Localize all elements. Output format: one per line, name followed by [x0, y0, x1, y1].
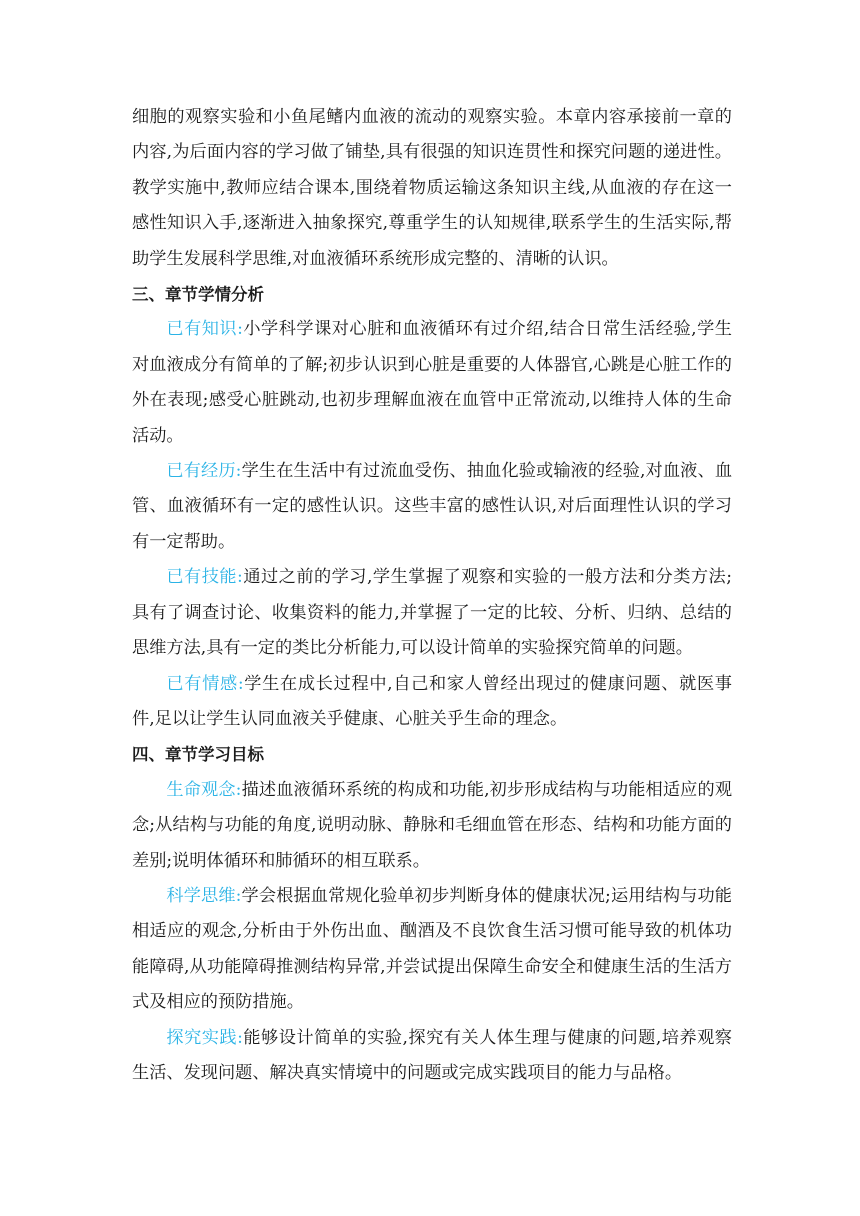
paragraph-label: 已有情感: — [166, 673, 244, 694]
paragraph-existing-knowledge — [132, 312, 732, 454]
paragraph-text: 学生在生活中有过流血受伤、抽血化验或输液的经验,对血液、血管、血液循环有一定的感性认识。这些丰富的感性认识,对后面理性认识的学习有一定帮助。 — [132, 461, 733, 552]
paragraph-scientific-thinking — [132, 879, 732, 1021]
paragraph-label: 科学思维: — [166, 885, 242, 906]
document-page — [132, 100, 732, 1091]
section-heading-learning-goals: 四、章节学习目标 — [132, 745, 264, 765]
paragraph-text: 学会根据血常规化验单初步判断身体的健康状况;运用结构与功能相适应的观念,分析由于外伤出血、酗酒及不良饮食生活习惯可能导致的机体功能障碍,从功能障碍推测结构异常,并尝试提出保障生命安全和健康生活的生活方式及相应的预防措施。 — [132, 885, 732, 1013]
paragraph-label: 已有知识: — [166, 319, 243, 340]
paragraph-existing-emotion — [132, 667, 732, 738]
paragraph-label: 已有经历: — [166, 461, 242, 482]
paragraph-text: 通过之前的学习,学生掌握了观察和实验的一般方法和分类方法;具有了调查讨论、收集资料的能力,并掌握了一定的比较、分析、归纳、总结的思维方法,具有一定的类比分析能力,可以设计简单的实验探究简单的问题。 — [132, 567, 732, 659]
paragraph-existing-skills — [132, 560, 732, 666]
paragraph-life-concept — [132, 773, 732, 879]
paragraph-inquiry-practice — [132, 1021, 732, 1092]
section-heading-learning-analysis: 三、章节学情分析 — [132, 285, 264, 305]
paragraph-existing-experience — [132, 454, 732, 560]
paragraph-text: 描述血液循环系统的构成和功能,初步形成结构与功能相适应的观念;从结构与功能的角度,说明动脉、静脉和毛细血管在形态、结构和功能方面的差别;说明体循环和肺循环的相互联系。 — [132, 779, 733, 871]
paragraph-text: 小学科学课对心脏和血液循环有过介绍,结合日常生活经验,学生对血液成分有简单的了解;初步认识到心脏是重要的人体器官,心跳是心脏工作的外在表现;感受心脏跳动,也初步理解血液在血管中正常流动,以维持人体的生命活动。 — [132, 319, 732, 446]
paragraph-label: 探究实践: — [166, 1027, 243, 1048]
paragraph-text: 能够设计简单的实验,探究有关人体生理与健康的问题,培养观察生活、发现问题、解决真实情境中的问题或完成实践项目的能力与品格。 — [132, 1027, 732, 1083]
paragraph-text: 学生在成长过程中,自己和家人曾经出现过的健康问题、就医事件,足以让学生认同血液关乎健康、心脏关乎生命的理念。 — [132, 673, 732, 729]
paragraph-label: 生命观念: — [166, 779, 242, 800]
paragraph-label: 已有技能: — [166, 567, 243, 588]
intro-paragraph: 细胞的观察实验和小鱼尾鳍内血液的流动的观察实验。本章内容承接前一章的内容,为后面内容的学习做了铺垫,具有很强的知识连贯性和探究问题的递进性。教学实施中,教师应结合课本,围绕着物质运输这条知识主线,从血液的存在这一感性知识入手,逐渐进入抽象探究,尊重学生的认知规律,联系学生的生活实际,帮助学生发展科学思维,对血液循环系统形成完整的、清晰的认识。 — [132, 107, 732, 269]
